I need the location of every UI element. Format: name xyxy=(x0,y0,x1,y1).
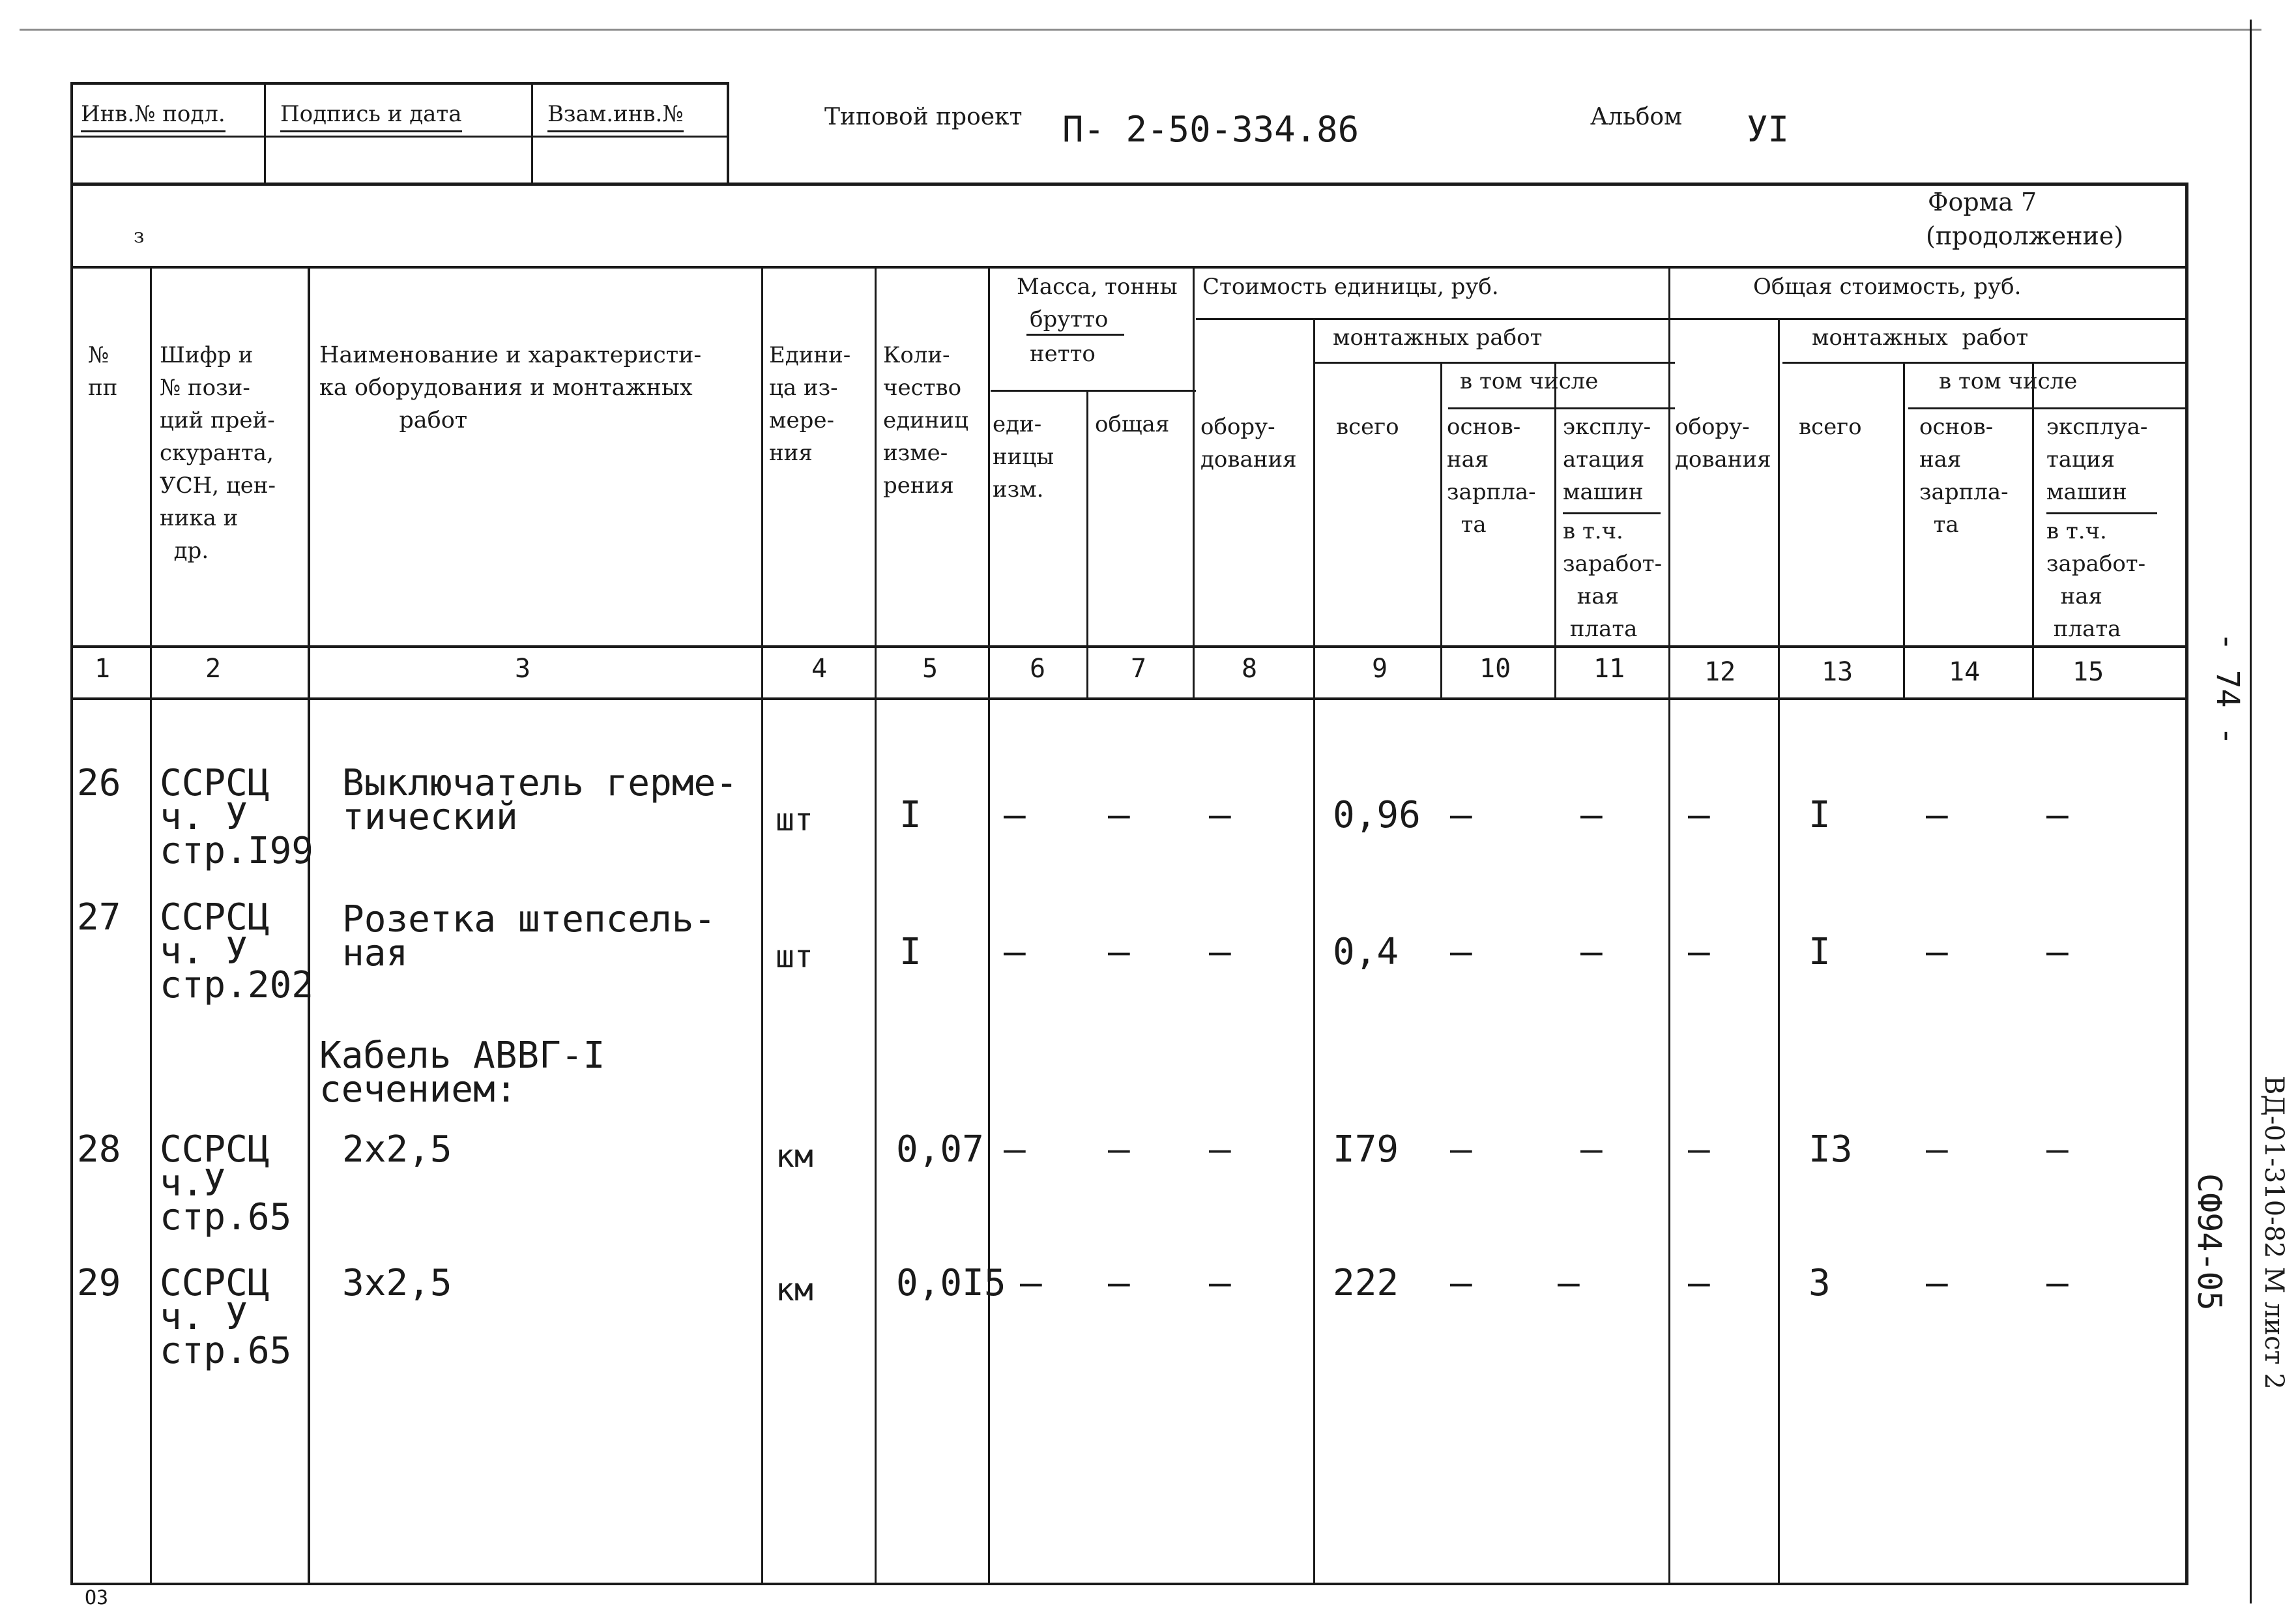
row-qty: 0,07 xyxy=(896,1128,984,1171)
header-mass: Масса, тонны xyxy=(1017,274,1178,300)
form-continuation: (продолжение) xyxy=(1926,222,2124,250)
header-c10: основ- ная зарпла- та xyxy=(1447,414,1536,538)
row-machines-total: – xyxy=(2046,794,2069,836)
header-c5: Коли- чество единиц изме- рения xyxy=(883,342,968,499)
row-salary-total: – xyxy=(1926,1262,1948,1304)
row-equipment-unit: – xyxy=(1209,1262,1231,1304)
header-incl-total: в том числе xyxy=(1939,368,2078,394)
header-c11-sub: в т.ч. заработ- ная плата xyxy=(1563,518,1663,642)
row-code: ССРСЦ ч.У стр.65 xyxy=(160,1128,292,1238)
album-value: УI xyxy=(1747,109,1790,150)
row-equipment-unit: – xyxy=(1209,794,1231,836)
header-brutto: брутто xyxy=(1030,306,1109,332)
row-machines-total: – xyxy=(2046,931,2069,973)
col-number: 11 xyxy=(1593,654,1625,684)
row-salary-unit: – xyxy=(1450,794,1472,836)
row-machines-unit: – xyxy=(1580,931,1603,973)
row-name: 3х2,5 xyxy=(342,1262,452,1304)
row-number: 26 xyxy=(77,762,121,804)
stamp-inv-label: Инв.№ подл. xyxy=(81,98,225,132)
header-c11: эксплу- атация машин xyxy=(1563,414,1651,505)
row-code: ССРСЦ ч. У стр.202 xyxy=(160,896,314,1006)
col-number: 12 xyxy=(1704,657,1736,687)
row-qty: I xyxy=(899,931,922,973)
row-equipment-unit: – xyxy=(1209,931,1231,973)
header-c13: всего xyxy=(1799,414,1862,440)
col-number: 7 xyxy=(1131,654,1147,684)
header-c15: эксплуа- тация машин xyxy=(2046,414,2148,505)
header-c4: Едини- ца из- мере- ния xyxy=(769,342,851,466)
row-mass-unit: – xyxy=(1004,794,1026,836)
row-mont-unit: 0,4 xyxy=(1333,931,1399,973)
row-salary-total: – xyxy=(1926,931,1948,973)
header-c9: всего xyxy=(1336,414,1399,440)
row-machines-unit: – xyxy=(1558,1262,1580,1304)
col-number: 8 xyxy=(1242,654,1258,684)
header-c12: обору- дования xyxy=(1675,414,1771,473)
row-unit: км xyxy=(776,1272,813,1308)
form-name: Форма 7 xyxy=(1928,188,2037,216)
header-total-cost: Общая стоимость, руб. xyxy=(1753,274,2022,300)
header-netto: нетто xyxy=(1030,341,1096,367)
header-c6: еди- ницы изм. xyxy=(993,411,1054,503)
row-equipment-total: – xyxy=(1688,1128,1710,1171)
col-number: 14 xyxy=(1949,657,1981,687)
row-salary-total: – xyxy=(1926,1128,1948,1171)
row-qty: I xyxy=(899,794,922,836)
row-code: ССРСЦ ч. У стр.I99 xyxy=(160,762,314,872)
col-number: 5 xyxy=(922,654,938,684)
row-salary-unit: – xyxy=(1450,1128,1472,1171)
header-unit-cost: Стоимость единицы, руб. xyxy=(1202,274,1499,300)
sheet-code: СФ94-05 xyxy=(2190,1173,2228,1311)
header-c3: Наименование и характеристи- ка оборудования и монтажных работ xyxy=(319,342,702,433)
col-number: 10 xyxy=(1479,654,1511,684)
header-c14: основ- ная зарпла- та xyxy=(1919,414,2009,538)
col-number: 15 xyxy=(2072,657,2104,687)
row-unit: км xyxy=(776,1138,813,1175)
row-machines-total: – xyxy=(2046,1128,2069,1171)
row-qty: 0,0I5 xyxy=(896,1262,1006,1304)
row-name: Выключатель герме- тический xyxy=(342,762,738,838)
footer-mark: ОЗ xyxy=(85,1587,109,1609)
col-number: 6 xyxy=(1030,654,1046,684)
row-name: 2х2,5 xyxy=(342,1128,452,1171)
header-c7: общая xyxy=(1095,411,1170,437)
row-unit: шт xyxy=(776,802,813,838)
page-number: - 74 - xyxy=(2209,632,2246,746)
header-c2: Шифр и № пози- ций прей- скуранта, УСН, цен- ника и др. xyxy=(160,342,276,564)
row-machines-unit: – xyxy=(1580,1128,1603,1171)
col-number: 3 xyxy=(515,654,531,684)
row-mont-unit: I79 xyxy=(1333,1128,1399,1171)
col-number: 9 xyxy=(1372,654,1388,684)
section-heading: Кабель АВВГ-I сечением: xyxy=(319,1034,605,1111)
row-mont-unit: 0,96 xyxy=(1333,794,1421,836)
header-c15-sub: в т.ч. заработ- ная плата xyxy=(2046,518,2146,642)
row-number: 27 xyxy=(77,896,121,939)
row-salary-unit: – xyxy=(1450,1262,1472,1304)
row-number: 28 xyxy=(77,1128,121,1171)
row-mass-unit: – xyxy=(1004,931,1026,973)
col-number: 13 xyxy=(1822,657,1853,687)
header-c1: № пп xyxy=(88,342,118,401)
row-mont-total: 3 xyxy=(1809,1262,1831,1304)
stamp-sign-label: Подпись и дата xyxy=(280,98,462,132)
row-machines-total: – xyxy=(2046,1262,2069,1304)
row-mont-total: I xyxy=(1809,794,1831,836)
row-equipment-total: – xyxy=(1688,794,1710,836)
row-mass-total: – xyxy=(1108,794,1130,836)
row-salary-total: – xyxy=(1926,794,1948,836)
album-label: Альбом xyxy=(1590,104,1683,130)
row-mont-total: I xyxy=(1809,931,1831,973)
corner-mark: з xyxy=(134,225,145,248)
col-number: 2 xyxy=(205,654,222,684)
row-mass-unit: – xyxy=(1020,1262,1042,1304)
row-mont-unit: 222 xyxy=(1333,1262,1399,1304)
project-label: Типовой проект xyxy=(824,104,1023,130)
row-number: 29 xyxy=(77,1262,121,1304)
header-incl-unit: в том числе xyxy=(1460,368,1599,394)
row-equipment-total: – xyxy=(1688,1262,1710,1304)
row-salary-unit: – xyxy=(1450,931,1472,973)
col-number: 1 xyxy=(94,654,111,684)
row-name: Розетка штепсель- ная xyxy=(342,898,716,974)
header-mont-total: монтажных работ xyxy=(1812,325,2029,351)
row-equipment-unit: – xyxy=(1209,1128,1231,1171)
stamp-vzam-label: Взам.инв.№ xyxy=(547,98,684,132)
row-mont-total: I3 xyxy=(1809,1128,1853,1171)
row-machines-unit: – xyxy=(1580,794,1603,836)
header-c8: обору- дования xyxy=(1200,414,1297,473)
row-mass-unit: – xyxy=(1004,1128,1026,1171)
row-equipment-total: – xyxy=(1688,931,1710,973)
document-code: ВД-01-310-82 М лист 2 xyxy=(2259,1076,2289,1390)
row-code: ССРСЦ ч. У стр.65 xyxy=(160,1262,292,1372)
header-mont-unit: монтажных работ xyxy=(1333,325,1543,351)
row-unit: шт xyxy=(776,939,813,975)
row-mass-total: – xyxy=(1108,1128,1130,1171)
row-mass-total: – xyxy=(1108,1262,1130,1304)
col-number: 4 xyxy=(811,654,828,684)
row-mass-total: – xyxy=(1108,931,1130,973)
project-number: П- 2-50-334.86 xyxy=(1062,109,1359,150)
